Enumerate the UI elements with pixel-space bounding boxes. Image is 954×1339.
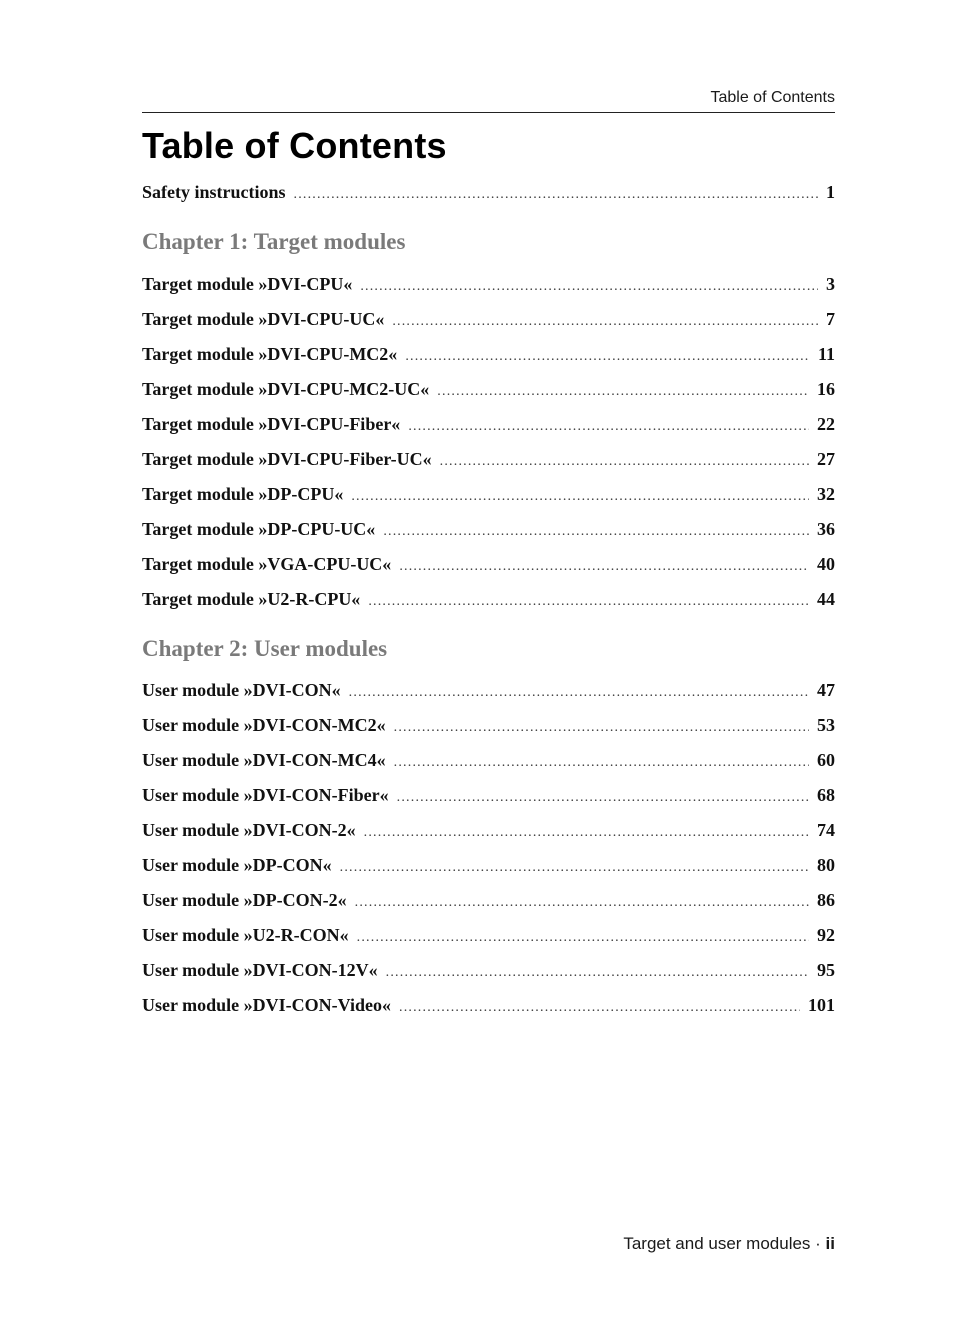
toc-entry-page: 40: [817, 554, 835, 574]
dot-leader: [394, 752, 809, 774]
toc-entry[interactable]: [142, 994, 835, 1019]
dot-leader: [351, 486, 809, 508]
dot-leader: [440, 451, 809, 473]
toc-entry[interactable]: [142, 448, 835, 473]
toc-entry[interactable]: [142, 889, 835, 914]
toc-entry-title: Target module »DVI-CPU-UC«: [142, 309, 385, 329]
toc-entry[interactable]: [142, 819, 835, 844]
dot-leader: [399, 556, 809, 578]
toc-entry-page: 44: [817, 589, 835, 609]
toc-entry-title: Target module »DP-CPU«: [142, 484, 344, 504]
toc-entry[interactable]: [142, 308, 835, 333]
dot-leader: [360, 276, 818, 298]
toc-entry-page: 68: [817, 785, 835, 805]
toc-entry-title: Safety instructions: [142, 182, 286, 202]
toc-entry-title: User module »U2-R-CON«: [142, 925, 349, 945]
toc-entry-title: User module »DVI-CON-Video«: [142, 995, 391, 1015]
toc-entry-page: 86: [817, 890, 835, 910]
dot-leader: [357, 927, 809, 949]
toc-entry-title: User module »DVI-CON-12V«: [142, 960, 378, 980]
dot-leader: [437, 381, 809, 403]
toc-entry-title: User module »DVI-CON-MC4«: [142, 750, 386, 770]
toc-entry-title: Target module »DVI-CPU«: [142, 274, 353, 294]
dot-leader: [294, 184, 819, 206]
toc-entry[interactable]: [142, 749, 835, 774]
toc-entry-title: Target module »DVI-CPU-MC2-UC«: [142, 379, 430, 399]
toc-entry-page: 16: [817, 379, 835, 399]
toc-entry-page: 22: [817, 414, 835, 434]
dot-leader: [405, 346, 810, 368]
dot-leader: [392, 311, 818, 333]
toc-entry[interactable]: [142, 714, 835, 739]
toc-entry-title: User module »DVI-CON«: [142, 680, 341, 700]
header-rule: [142, 112, 835, 113]
toc-entry-page: 92: [817, 925, 835, 945]
toc-entry-page: 1: [826, 182, 835, 202]
toc-entry[interactable]: [142, 679, 835, 704]
toc-entry[interactable]: [142, 413, 835, 438]
toc-entry-page: 7: [826, 309, 835, 329]
dot-leader: [364, 822, 809, 844]
toc-entry[interactable]: [142, 483, 835, 508]
toc-entry-page: 27: [817, 449, 835, 469]
dot-leader: [394, 717, 809, 739]
toc-entry-title: Target module »DVI-CPU-MC2«: [142, 344, 398, 364]
running-header: Table of Contents: [710, 89, 835, 106]
toc-entry-page: 32: [817, 484, 835, 504]
dot-leader: [340, 857, 809, 879]
toc-entry-title: Target module »DVI-CPU-Fiber«: [142, 414, 401, 434]
toc-entry-title: Target module »VGA-CPU-UC«: [142, 554, 392, 574]
page-title: Table of Contents: [142, 125, 447, 166]
toc-entry[interactable]: [142, 784, 835, 809]
dot-leader: [383, 521, 809, 543]
footer-page-number: ii: [825, 1234, 835, 1253]
toc-entry-title: User module »DP-CON-2«: [142, 890, 347, 910]
chapter-heading: Chapter 2: User modules: [142, 636, 388, 661]
toc-entry[interactable]: [142, 588, 835, 613]
toc-entry-page: 74: [817, 820, 835, 840]
toc-entry-title: Target module »DP-CPU-UC«: [142, 519, 376, 539]
running-footer: [142, 1234, 835, 1254]
toc-entry[interactable]: [142, 273, 835, 298]
dot-leader: [408, 416, 809, 438]
toc-entry-page: 80: [817, 855, 835, 875]
dot-leader: [399, 997, 800, 1019]
toc-entry[interactable]: [142, 959, 835, 984]
dot-leader: [368, 591, 809, 613]
toc-entry[interactable]: [142, 378, 835, 403]
toc-entry-page: 95: [817, 960, 835, 980]
toc-entry-page: 60: [817, 750, 835, 770]
toc-entry-page: 53: [817, 715, 835, 735]
dot-leader: [349, 682, 809, 704]
toc-entry-title: User module »DVI-CON-Fiber«: [142, 785, 389, 805]
toc-entry-page: 3: [826, 274, 835, 294]
footer-text: Target and user modules ·: [623, 1234, 826, 1253]
toc-entry-page: 101: [808, 995, 835, 1015]
toc-entry-title: Target module »U2-R-CPU«: [142, 589, 361, 609]
toc-entry-safety-instructions[interactable]: [142, 181, 835, 206]
dot-leader: [355, 892, 809, 914]
toc-entry-title: User module »DVI-CON-MC2«: [142, 715, 386, 735]
toc-entry-page: 47: [817, 680, 835, 700]
toc-entry-page: 11: [817, 344, 835, 364]
toc-entry[interactable]: [142, 854, 835, 879]
toc-entry-title: Target module »DVI-CPU-Fiber-UC«: [142, 449, 432, 469]
toc-entry[interactable]: [142, 518, 835, 543]
toc-entry-title: User module »DP-CON«: [142, 855, 332, 875]
toc-entry[interactable]: [142, 553, 835, 578]
dot-leader: [386, 962, 809, 984]
toc-entry[interactable]: [142, 924, 835, 949]
chapter-heading: Chapter 1: Target modules: [142, 229, 406, 254]
dot-leader: [397, 787, 809, 809]
toc-entry-title: User module »DVI-CON-2«: [142, 820, 356, 840]
toc-entry[interactable]: [142, 343, 835, 368]
toc-entry-page: 36: [817, 519, 835, 539]
